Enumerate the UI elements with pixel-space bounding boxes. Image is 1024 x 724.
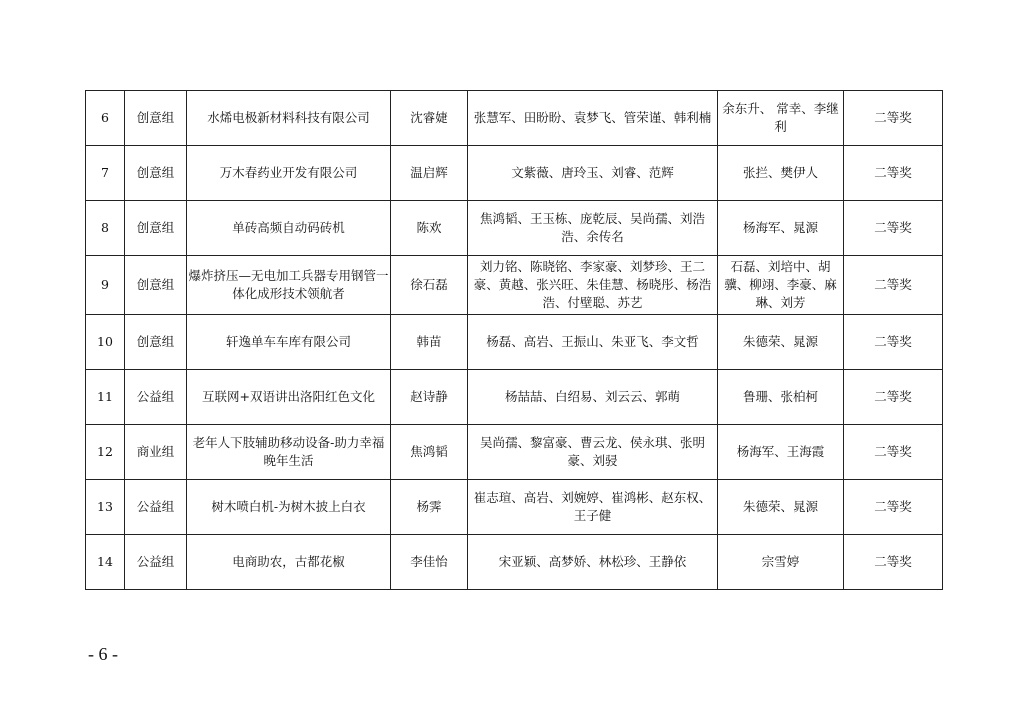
cell-members: 吴尚孺、黎富豪、曹云龙、侯永琪、张明豪、刘骎 — [468, 425, 718, 480]
cell-advisors: 杨海军、晁源 — [718, 201, 844, 256]
cell-leader: 徐石磊 — [391, 256, 468, 315]
cell-award: 二等奖 — [844, 480, 943, 535]
table-row — [86, 201, 943, 256]
cell-members: 宋亚颖、高梦娇、林松珍、王静依 — [468, 535, 718, 590]
table-row — [86, 425, 943, 480]
page-number: - 6 - — [88, 644, 118, 664]
cell-award: 二等奖 — [844, 425, 943, 480]
table-row — [86, 535, 943, 590]
cell-project: 轩逸单车车库有限公司 — [187, 315, 391, 370]
cell-no: 6 — [86, 91, 125, 146]
cell-group: 创意组 — [125, 91, 187, 146]
cell-members: 焦鸿韬、王玉栋、庞乾辰、吴尚孺、刘浩浩、余传名 — [468, 201, 718, 256]
cell-no: 7 — [86, 146, 125, 201]
cell-award: 二等奖 — [844, 91, 943, 146]
cell-advisors: 石磊、刘培中、胡骥、柳翊、李豪、麻琳、刘芳 — [718, 256, 844, 315]
cell-award: 二等奖 — [844, 256, 943, 315]
table-row — [86, 370, 943, 425]
cell-award: 二等奖 — [844, 370, 943, 425]
cell-award: 二等奖 — [844, 201, 943, 256]
cell-award: 二等奖 — [844, 535, 943, 590]
cell-advisors: 宗雪婷 — [718, 535, 844, 590]
cell-no: 12 — [86, 425, 125, 480]
cell-group: 创意组 — [125, 146, 187, 201]
cell-leader: 杨霁 — [391, 480, 468, 535]
cell-project: 树木喷白机-为树木披上白衣 — [187, 480, 391, 535]
cell-project: 互联网+双语讲出洛阳红色文化 — [187, 370, 391, 425]
cell-advisors: 朱德荣、晁源 — [718, 315, 844, 370]
cell-leader: 焦鸿韬 — [391, 425, 468, 480]
cell-members: 崔志瑄、高岩、刘婉婷、崔鸿彬、赵东权、王子健 — [468, 480, 718, 535]
cell-advisors: 余东升、 常幸、李继利 — [718, 91, 844, 146]
cell-no: 10 — [86, 315, 125, 370]
cell-members: 杨喆喆、白绍易、刘云云、郭萌 — [468, 370, 718, 425]
cell-award: 二等奖 — [844, 146, 943, 201]
cell-members: 文紫薇、唐玲玉、刘睿、范辉 — [468, 146, 718, 201]
cell-members: 杨磊、高岩、王振山、朱亚飞、李文哲 — [468, 315, 718, 370]
cell-project: 水烯电极新材料科技有限公司 — [187, 91, 391, 146]
cell-group: 公益组 — [125, 480, 187, 535]
cell-project: 万木春药业开发有限公司 — [187, 146, 391, 201]
cell-advisors: 鲁珊、张柏柯 — [718, 370, 844, 425]
table-row — [86, 256, 943, 315]
cell-project: 爆炸挤压—无电加工兵器专用钢管一体化成形技术领航者 — [187, 256, 391, 315]
cell-group: 公益组 — [125, 370, 187, 425]
table-row — [86, 480, 943, 535]
cell-project: 电商助农，古都花椒 — [187, 535, 391, 590]
cell-project: 单砖高频自动码砖机 — [187, 201, 391, 256]
cell-members: 张慧军、田盼盼、袁梦飞、管荣谨、韩利楠 — [468, 91, 718, 146]
cell-group: 公益组 — [125, 535, 187, 590]
cell-advisors: 杨海军、王海霞 — [718, 425, 844, 480]
cell-no: 8 — [86, 201, 125, 256]
cell-advisors: 朱德荣、晁源 — [718, 480, 844, 535]
cell-leader: 赵诗静 — [391, 370, 468, 425]
table-row — [86, 315, 943, 370]
cell-award: 二等奖 — [844, 315, 943, 370]
cell-no: 9 — [86, 256, 125, 315]
cell-leader: 李佳怡 — [391, 535, 468, 590]
cell-leader: 陈欢 — [391, 201, 468, 256]
cell-no: 13 — [86, 480, 125, 535]
cell-members: 刘力铭、陈晓铭、李家豪、刘梦珍、王二豪、黄越、张兴旺、朱佳慧、杨晓彤、杨浩浩、付壁聪、苏艺 — [468, 256, 718, 315]
cell-group: 创意组 — [125, 315, 187, 370]
cell-no: 14 — [86, 535, 125, 590]
cell-project: 老年人下肢辅助移动设备-助力幸福晚年生活 — [187, 425, 391, 480]
cell-advisors: 张拦、樊伊人 — [718, 146, 844, 201]
cell-group: 创意组 — [125, 201, 187, 256]
table-row — [86, 146, 943, 201]
cell-no: 11 — [86, 370, 125, 425]
cell-leader: 韩苗 — [391, 315, 468, 370]
cell-group: 创意组 — [125, 256, 187, 315]
cell-leader: 沈睿婕 — [391, 91, 468, 146]
awards-table — [85, 90, 943, 590]
cell-leader: 温启辉 — [391, 146, 468, 201]
cell-group: 商业组 — [125, 425, 187, 480]
table-row — [86, 91, 943, 146]
